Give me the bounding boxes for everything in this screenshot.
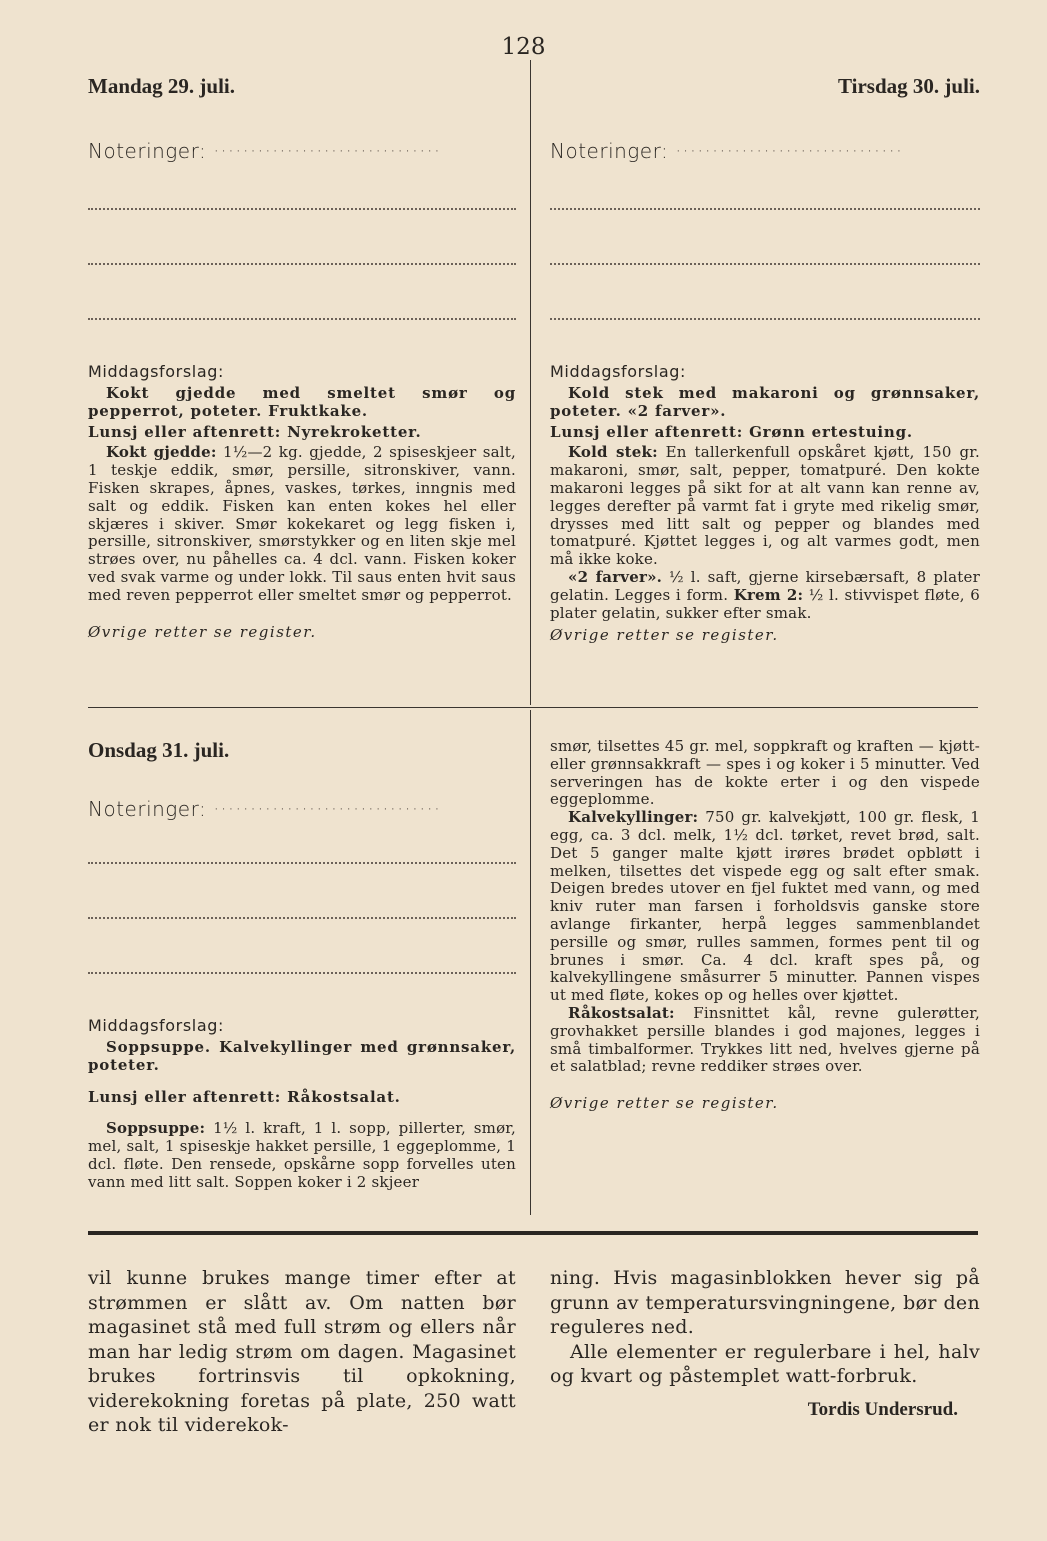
tuesday-recipe-1 — [550, 444, 980, 569]
article-divider — [88, 1231, 978, 1235]
recipe-text: En tallerkenfull opskåret kjøtt, 150 gr. makaroni, smør, salt, pepper, tomatpuré. Den kokte makaroni legges på sikt for at alt vann kan renne av, legges derefter på varmt fat i gryte med rikelig smør, drysses med litt salt og pepper og blandes med tomatpuré. Kjøttet legges i, og alt varmes godt, men må ikke koke. — [550, 443, 980, 569]
recipe-text: 750 gr. kalvekjøtt, 100 gr. flesk, 1 egg, ca. 3 dcl. melk, 1½ dcl. tørket, revet brød, salt. Det 5 ganger malte kjøtt irøres brødet opbløtt i melken, tilsettes det vispede egg og salt efter smak. Deigen bredes utover en fjel fuktet med vann, og med kniv ruter man farsen i forholdsvis ganske store avlange firkanter, herpå legges sammenblandet persille og smør, rulles sammen, formes pent til og brunes i smør. Ca. 4 dcl. kraft spes på, og kalvekyllingene småsurrer 5 minutter. Pannen vispes ut med fløte, kokes op og helles over kjøttet. — [550, 808, 980, 1005]
wednesday-section — [88, 738, 516, 1192]
recipe-text: 1½ l. kraft, 1 l. sopp, pillerter, smør, mel, salt, 1 spiseskje hakket persille, 1 eggeplomme, 1 dcl. fløte. Den rensede, opskårne sopp forvelles uten vann med litt salt. Soppen koker i 2 skjeer — [88, 1119, 516, 1191]
recipes-continued — [550, 738, 980, 1112]
article-right-text-2: Alle elementer er regulerbare i hel, halv og kvart og påstemplet watt-forbruk. — [550, 1340, 980, 1387]
article-right-text: ning. Hvis magasinblokken hever sig på grunn av temperatursvingningene, bør den reguleres ned. — [550, 1267, 980, 1338]
wednesday-lunch: Lunsj eller aftenrett: Råkostsalat. — [88, 1087, 401, 1106]
notes-label: Noteringer: — [88, 797, 207, 821]
recipe-name: Kalvekyllinger: — [568, 808, 699, 827]
soup-continued: smør, tilsettes 45 gr. mel, soppkraft og kraften — kjøtt- eller grønnsakkraft — spes i og koker i 5 minutter. Ved serveringen has de kokte erter i og den vispede eggeplomme. — [550, 737, 980, 809]
recipe-name: Soppsuppe: — [106, 1119, 206, 1138]
tuesday-menu: Kold stek med makaroni og grønnsaker, poteter. «2 farver». — [550, 384, 980, 420]
note-line — [550, 317, 980, 320]
monday-title: Mandag 29. juli. — [88, 74, 236, 98]
note-line — [550, 262, 980, 265]
other-dishes-note: Øvrige retter se register. — [550, 626, 779, 645]
other-dishes-note: Øvrige retter se register. — [550, 1094, 779, 1113]
note-line — [88, 262, 516, 265]
dinner-label: Middagsforslag: — [550, 362, 686, 381]
tuesday-recipe-2 — [550, 569, 980, 622]
rakostsalat-recipe — [550, 1005, 980, 1076]
dinner-label: Middagsforslag: — [88, 362, 224, 381]
tuesday-section — [550, 74, 980, 644]
wednesday-title: Onsdag 31. juli. — [88, 738, 230, 762]
section-divider — [88, 707, 978, 708]
tuesday-title: Tirsdag 30. juli. — [838, 74, 980, 98]
monday-notes: Noteringer: ······························· — [88, 139, 442, 163]
column-divider-bottom — [530, 710, 531, 1215]
monday-recipe — [88, 444, 516, 604]
recipe-name: Krem 2: — [733, 585, 804, 604]
other-dishes-note: Øvrige retter se register. — [88, 622, 317, 641]
note-line — [88, 317, 516, 320]
note-line — [88, 207, 516, 210]
monday-lunch: Lunsj eller aftenrett: Nyrekroketter. — [88, 422, 422, 441]
note-line — [88, 971, 516, 974]
notes-label: Noteringer: — [550, 139, 669, 163]
article-right — [550, 1266, 980, 1421]
wednesday-notes: Noteringer: ······························· — [88, 797, 442, 821]
tuesday-lunch: Lunsj eller aftenrett: Grønn ertestuing. — [550, 422, 913, 441]
recipe-text: Finsnittet kål, revne gulerøtter, grovhakket persille blandes i god majones, legges i små timbalformer. Trykkes litt ned, hvelves gjerne på et salatblad; revne reddiker strøes over. — [550, 1003, 980, 1076]
article-left-text: vil kunne brukes mange timer efter at strømmen er slått av. Om natten bør magasinet stå med full strøm og ellers når man har ledig strøm om dagen. Magasinet brukes fortrinsvis til opkokning, viderekokning foretas på plate, 250 watt er nok til viderekok- — [88, 1267, 516, 1436]
monday-menu: Kokt gjedde med smeltet smør og pepperrot, poteter. Fruktkake. — [88, 384, 516, 420]
recipe-name: Kokt gjedde: — [106, 443, 217, 462]
recipe-text: ½ l. saft, gjerne kirsebærsaft, 8 plater gelatin. Legges i form. — [550, 567, 980, 604]
note-line — [550, 207, 980, 210]
notes-label: Noteringer: — [88, 139, 207, 163]
note-line — [88, 861, 516, 864]
note-line — [88, 916, 516, 919]
recipe-name: Råkostsalat: — [568, 1003, 675, 1022]
author-signature: Tordis Undersrud. — [807, 1398, 958, 1420]
wednesday-recipe — [88, 1120, 516, 1191]
page-number: 128 — [501, 34, 546, 60]
recipe-name: «2 farver». — [568, 567, 663, 586]
kalvekyllinger-recipe — [550, 809, 980, 1005]
monday-section — [88, 74, 516, 641]
recipe-text: 1½—2 kg. gjedde, 2 spiseskjeer salt, 1 teskje eddik, smør, persille, sitronskiver, vann. Fisken skrapes, åpnes, vaskes, tørkes, inngnis med salt og eddik. Fisken kan enten kokes hel eller skjæres i skiver. Smør kokekaret og legg fisken i, persille, sitronskiver, smørstykker og en liten skje mel strøes over, nu påhelles ca. 4 dcl. vann. Fisken koker ved svak varme og under lokk. Til saus enten hvit saus med reven pepperrot eller smeltet smør og pepperrot. — [88, 443, 516, 604]
tuesday-notes: Noteringer: ······························· — [550, 139, 904, 163]
recipe-text: ½ l. stivvispet fløte, 6 plater gelatin, sukker efter smak. — [550, 585, 981, 622]
recipe-name: Kold stek: — [568, 443, 658, 462]
column-divider-top — [530, 60, 531, 705]
article-left — [88, 1266, 516, 1438]
wednesday-menu: Soppsuppe. Kalvekyllinger med grønnsaker, poteter. — [88, 1038, 516, 1074]
dinner-label: Middagsforslag: — [88, 1016, 224, 1035]
